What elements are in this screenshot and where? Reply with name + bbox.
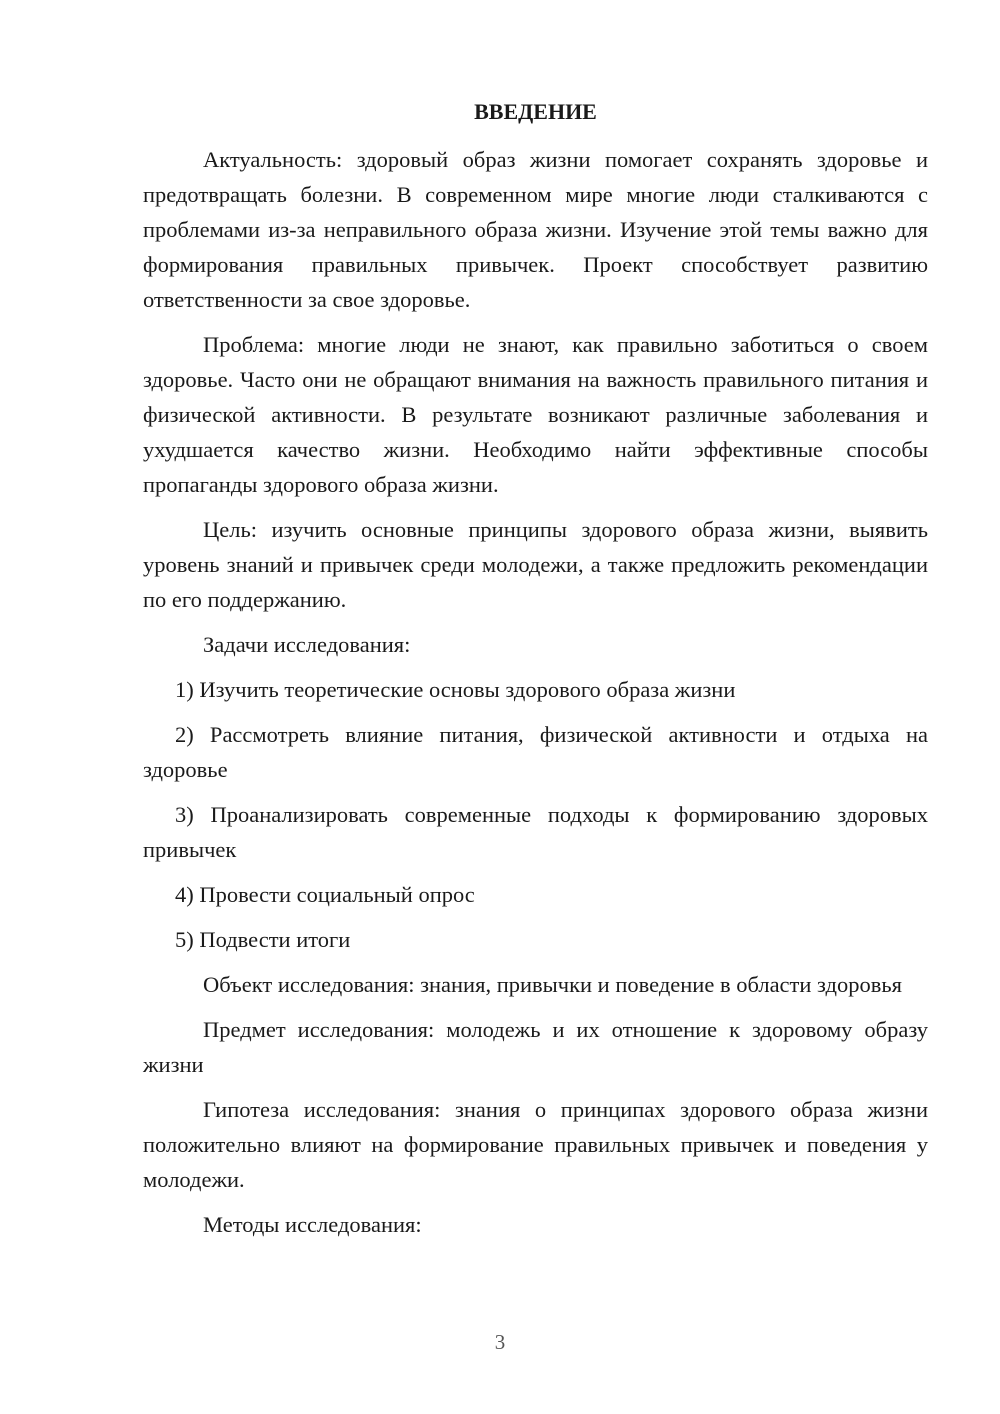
subject-paragraph: Предмет исследования: молодежь и их отношение к здоровому образу жизни xyxy=(143,1017,928,1077)
object-paragraph: Объект исследования: знания, привычки и поведение в области здоровья xyxy=(203,972,902,997)
task-item: 3) Проанализировать современные подходы к формированию здоровых привычек xyxy=(143,802,928,862)
task-item: 4) Провести социальный опрос xyxy=(175,882,475,907)
document-page xyxy=(143,94,928,1252)
task-item: 5) Подвести итоги xyxy=(175,927,351,952)
tasks-intro: Задачи исследования: xyxy=(203,632,411,657)
task-item: 1) Изучить теоретические основы здорового образа жизни xyxy=(175,677,736,702)
section-heading: ВВЕДЕНИЕ xyxy=(474,99,597,124)
relevance-paragraph: Актуальность: здоровый образ жизни помогает сохранять здоровье и предотвращать болезни. В современном мире многие люди сталкиваются с проблемами из-за неправильного образа жизни. Изучение этой темы важно для формирования правильных привычек. Проект способствует развитию ответственности за свое здоровье. xyxy=(143,147,928,312)
page-number: 3 xyxy=(494,1330,506,1354)
task-item: 2) Рассмотреть влияние питания, физической активности и отдыха на здоровье xyxy=(143,722,928,782)
hypothesis-paragraph: Гипотеза исследования: знания о принципах здорового образа жизни положительно влияют на формирование правильных привычек и поведения у молодежи. xyxy=(143,1097,928,1192)
problem-paragraph: Проблема: многие люди не знают, как правильно заботиться о своем здоровье. Часто они не обращают внимания на важность правильного питания и физической активности. В результате возникают различные заболевания и ухудшается качество жизни. Необходимо найти эффективные способы пропаганды здорового образа жизни. xyxy=(143,332,928,497)
methods-paragraph: Методы исследования: xyxy=(203,1212,422,1237)
goal-paragraph: Цель: изучить основные принципы здорового образа жизни, выявить уровень знаний и привычек среди молодежи, а также предложить рекомендации по его поддержанию. xyxy=(143,517,928,612)
